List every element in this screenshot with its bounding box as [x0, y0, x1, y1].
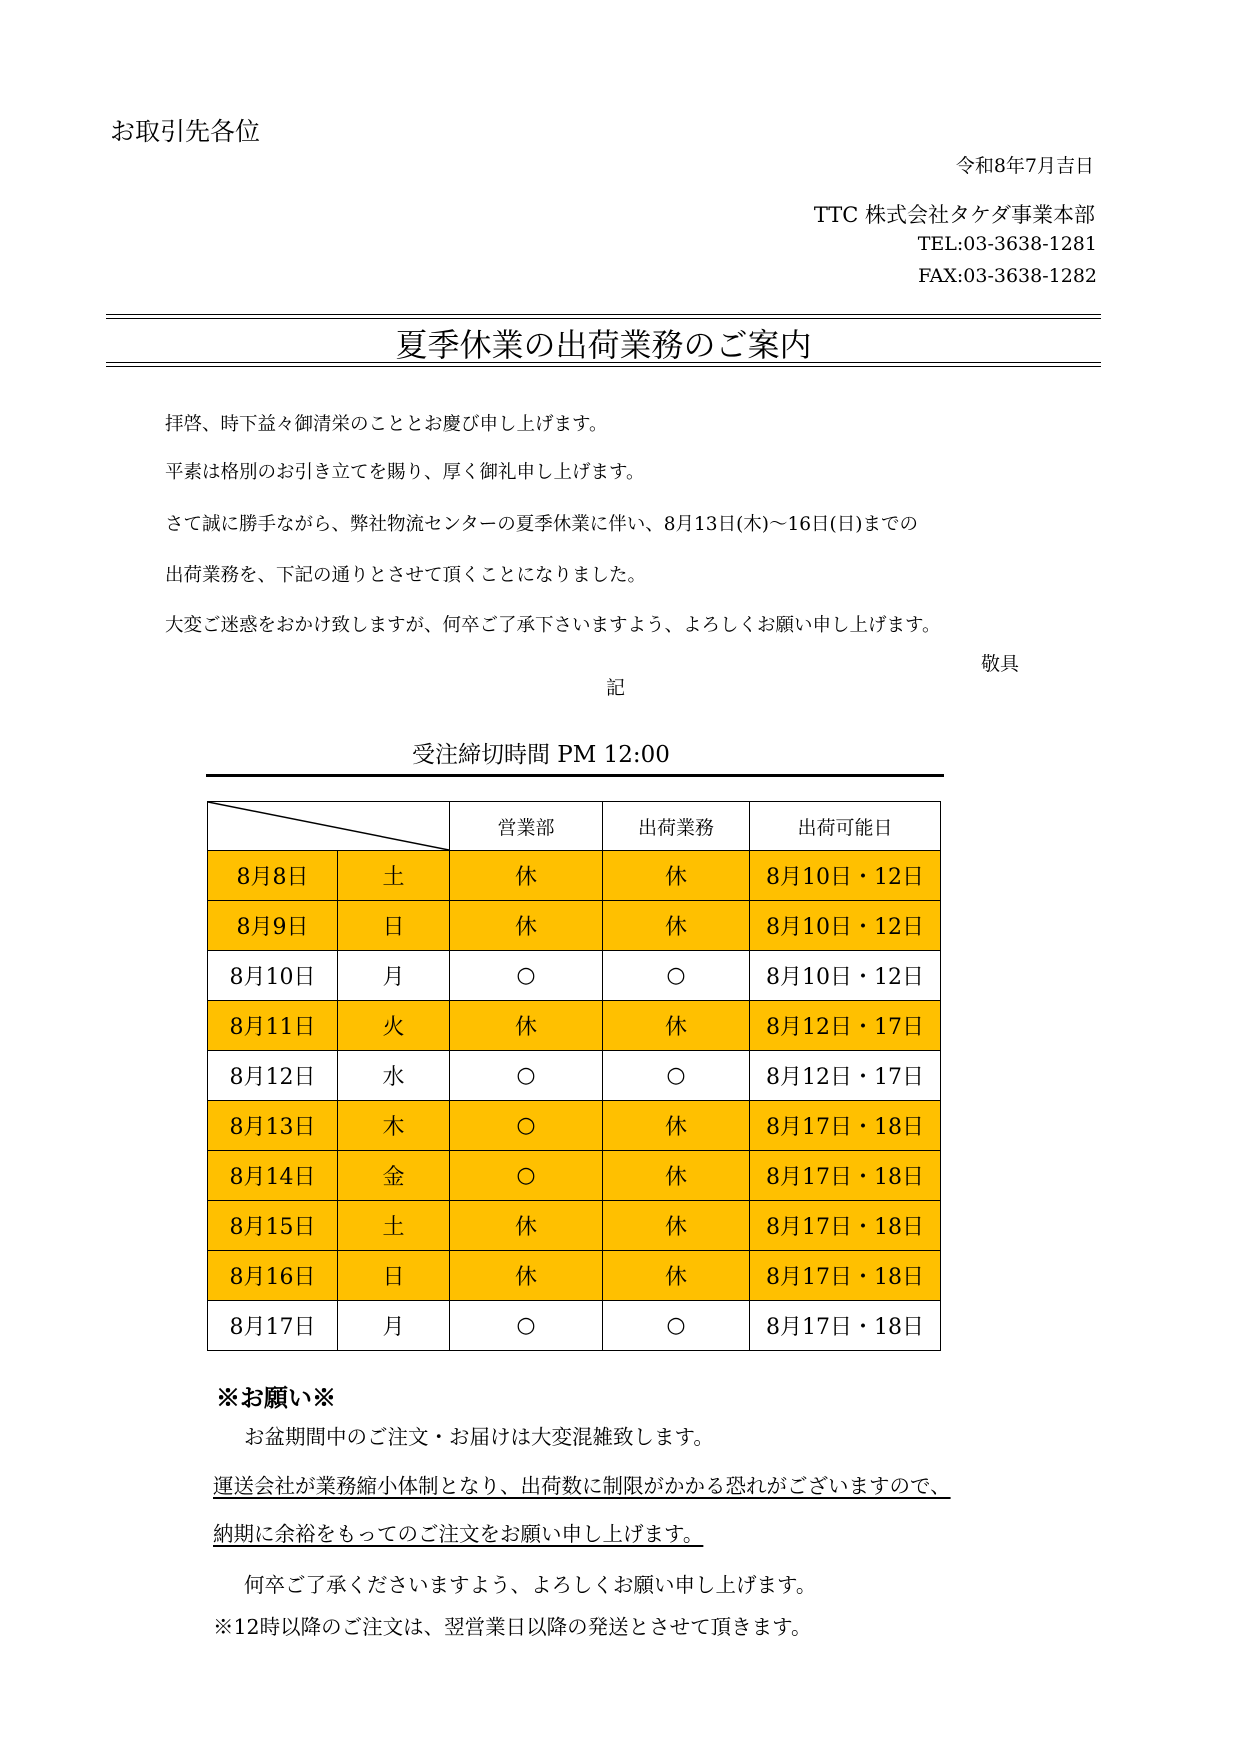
table-row	[208, 951, 941, 1001]
request-line-2: 運送会社が業務縮小体制となり、出荷数に制限がかかる恐れがございますので、	[213, 1474, 951, 1498]
header-available: 出荷可能日	[750, 802, 941, 851]
schedule-table	[207, 801, 941, 1351]
shipping-cell: ○	[603, 951, 750, 1001]
date-cell: 8月12日	[208, 1051, 338, 1101]
shipping-cell: ○	[603, 1301, 750, 1351]
available-cell: 8月17日・18日	[750, 1201, 941, 1251]
day-cell: 月	[338, 951, 450, 1001]
table-row	[208, 1151, 941, 1201]
sales-cell: 休	[450, 851, 603, 901]
shipping-cell: 休	[603, 1201, 750, 1251]
sales-cell: ○	[450, 1151, 603, 1201]
request-line-5: ※12時以降のご注文は、翌営業日以降の発送とさせて頂きます。	[213, 1615, 812, 1639]
greeting-paragraph-2: 平素は格別のお引き立てを賜り、厚く御礼申し上げます。	[165, 462, 645, 483]
title-rule-top	[106, 314, 1101, 315]
deadline-rule	[206, 774, 944, 777]
day-cell: 木	[338, 1101, 450, 1151]
date-cell: 8月15日	[208, 1201, 338, 1251]
table-row	[208, 851, 941, 901]
request-line-3: 納期に余裕をもってのご注文をお願い申し上げます。	[213, 1522, 704, 1546]
table-row	[208, 1101, 941, 1151]
available-cell: 8月17日・18日	[750, 1151, 941, 1201]
notice-paragraph-3: 大変ご迷惑をおかけ致しますが、何卒ご了承下さいますよう、よろしくお願い申し上げます。	[165, 615, 941, 636]
sales-cell: ○	[450, 951, 603, 1001]
date-cell: 8月9日	[208, 901, 338, 951]
available-cell: 8月10日・12日	[750, 951, 941, 1001]
day-cell: 水	[338, 1051, 450, 1101]
order-deadline: 受注締切時間 PM 12:00	[412, 742, 670, 768]
shipping-cell: 休	[603, 1001, 750, 1051]
company-name: TTC 株式会社タケダ事業本部	[813, 203, 1095, 227]
shipping-cell: 休	[603, 1251, 750, 1301]
day-cell: 土	[338, 1201, 450, 1251]
sales-cell: 休	[450, 1001, 603, 1051]
notice-paragraph-2: 出荷業務を、下記の通りとさせて頂くことになりました。	[165, 565, 647, 586]
available-cell: 8月17日・18日	[750, 1301, 941, 1351]
available-cell: 8月17日・18日	[750, 1101, 941, 1151]
notice-paragraph-1: さて誠に勝手ながら、弊社物流センターの夏季休業に伴い、8月13日(木)～16日(日)までの	[165, 514, 918, 535]
request-line-4: 何卒ご了承くださいますよう、よろしくお願い申し上げます。	[244, 1573, 817, 1597]
shipping-cell: 休	[603, 1101, 750, 1151]
date-cell: 8月17日	[208, 1301, 338, 1351]
addressee: お取引先各位	[110, 117, 261, 146]
request-heading: ※お願い※	[216, 1383, 336, 1412]
date-cell: 8月16日	[208, 1251, 338, 1301]
available-cell: 8月10日・12日	[750, 851, 941, 901]
shipping-cell: 休	[603, 851, 750, 901]
issue-date: 令和8年7月吉日	[955, 155, 1094, 177]
available-cell: 8月12日・17日	[750, 1051, 941, 1101]
day-cell: 土	[338, 851, 450, 901]
date-cell: 8月8日	[208, 851, 338, 901]
date-cell: 8月14日	[208, 1151, 338, 1201]
header-sales: 営業部	[450, 802, 603, 851]
header-diagonal-cell	[208, 802, 450, 851]
sales-cell: ○	[450, 1101, 603, 1151]
telephone: TEL:03-3638-1281	[917, 233, 1097, 255]
day-cell: 月	[338, 1301, 450, 1351]
available-cell: 8月17日・18日	[750, 1251, 941, 1301]
title-rule-top-2	[106, 318, 1101, 319]
sales-cell: 休	[450, 1201, 603, 1251]
greeting-paragraph-1: 拝啓、時下益々御清栄のこととお慶び申し上げます。	[165, 414, 608, 435]
diagonal-line	[208, 802, 449, 850]
date-cell: 8月10日	[208, 951, 338, 1001]
title-rule-bottom-2	[106, 366, 1101, 367]
table-row	[208, 1251, 941, 1301]
shipping-cell: 休	[603, 1151, 750, 1201]
ki-mark: 記	[606, 677, 626, 699]
table-row	[208, 901, 941, 951]
sales-cell: 休	[450, 901, 603, 951]
header-shipping: 出荷業務	[603, 802, 750, 851]
date-cell: 8月13日	[208, 1101, 338, 1151]
date-cell: 8月11日	[208, 1001, 338, 1051]
shipping-cell: ○	[603, 1051, 750, 1101]
document-title: 夏季休業の出荷業務のご案内	[395, 326, 812, 364]
table-row	[208, 1051, 941, 1101]
request-line-1: お盆期間中のご注文・お届けは大変混雑致します。	[244, 1425, 714, 1449]
sales-cell: ○	[450, 1051, 603, 1101]
sales-cell: 休	[450, 1251, 603, 1301]
closing-word: 敬具	[980, 653, 1019, 675]
table-row	[208, 1301, 941, 1351]
shipping-cell: 休	[603, 901, 750, 951]
day-cell: 金	[338, 1151, 450, 1201]
sales-cell: ○	[450, 1301, 603, 1351]
available-cell: 8月12日・17日	[750, 1001, 941, 1051]
day-cell: 日	[338, 901, 450, 951]
day-cell: 日	[338, 1251, 450, 1301]
fax: FAX:03-3638-1282	[918, 265, 1097, 287]
table-row	[208, 1001, 941, 1051]
available-cell: 8月10日・12日	[750, 901, 941, 951]
title-rule-bottom	[106, 362, 1101, 363]
table-header-row	[208, 802, 941, 851]
day-cell: 火	[338, 1001, 450, 1051]
table-row	[208, 1201, 941, 1251]
